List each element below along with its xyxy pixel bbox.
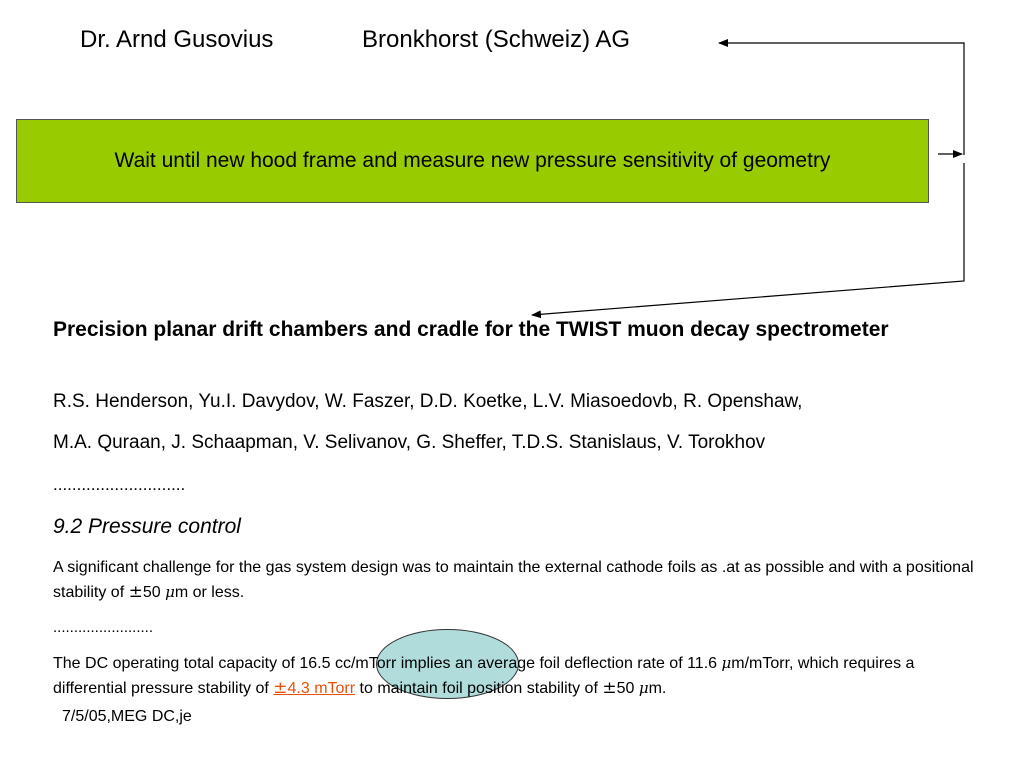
plus-minus-symbol: ± bbox=[602, 678, 617, 698]
para2-text-2: m/mTorr, which requires a differential pressure stability of bbox=[53, 655, 915, 697]
para2-text-5: m. bbox=[648, 680, 667, 697]
arrow-to-paper bbox=[532, 163, 964, 315]
paper-authors-line-1: R.S. Henderson, Yu.I. Davydov, W. Faszer, D.D. Koetke, L.V. Miasoedovb, R. Openshaw, bbox=[53, 391, 803, 412]
ellipsis-separator-2: ........................ bbox=[53, 619, 154, 636]
micro-symbol: μ bbox=[721, 654, 732, 672]
company-name: Bronkhorst (Schweiz) AG bbox=[362, 26, 631, 53]
para1-text-2: 50 bbox=[142, 584, 166, 601]
micro-symbol: μ bbox=[638, 679, 649, 697]
plus-minus-symbol: ± bbox=[128, 582, 143, 602]
footer-date-label: 7/5/05,MEG DC,je bbox=[62, 708, 192, 725]
para2-text-4: 50 bbox=[616, 680, 639, 697]
para1-text-3: m or less. bbox=[174, 584, 245, 601]
plus-minus-symbol: ± bbox=[273, 678, 288, 698]
para2-text-3: to maintain foil position stability of bbox=[355, 680, 603, 697]
arrow-to-header bbox=[719, 43, 964, 155]
section-heading: 9.2 Pressure control bbox=[53, 515, 241, 538]
action-note-text: Wait until new hood frame and measure new pressure sensitivity of geometry bbox=[114, 149, 831, 172]
micro-symbol: μ bbox=[165, 583, 175, 601]
para2-text-1: The DC operating total capacity of 16.5 cc/mTorr implies an average foil deflection rate of 11.6 bbox=[53, 655, 722, 672]
ellipsis-separator: ............................ bbox=[53, 475, 186, 494]
author-name: Dr. Arnd Gusovius bbox=[80, 26, 274, 53]
pressure-value-text: 4.3 mTorr bbox=[287, 680, 356, 697]
paper-title: Precision planar drift chambers and cradle for the TWIST muon decay spectrometer bbox=[53, 318, 889, 341]
para1-text-1: A significant challenge for the gas system design was to maintain the external cathode foils as .at as possible and with a positional stability of bbox=[53, 559, 974, 601]
paper-authors-line-2: M.A. Quraan, J. Schaapman, V. Selivanov, G. Sheffer, T.D.S. Stanislaus, V. Torokhov bbox=[53, 432, 766, 453]
